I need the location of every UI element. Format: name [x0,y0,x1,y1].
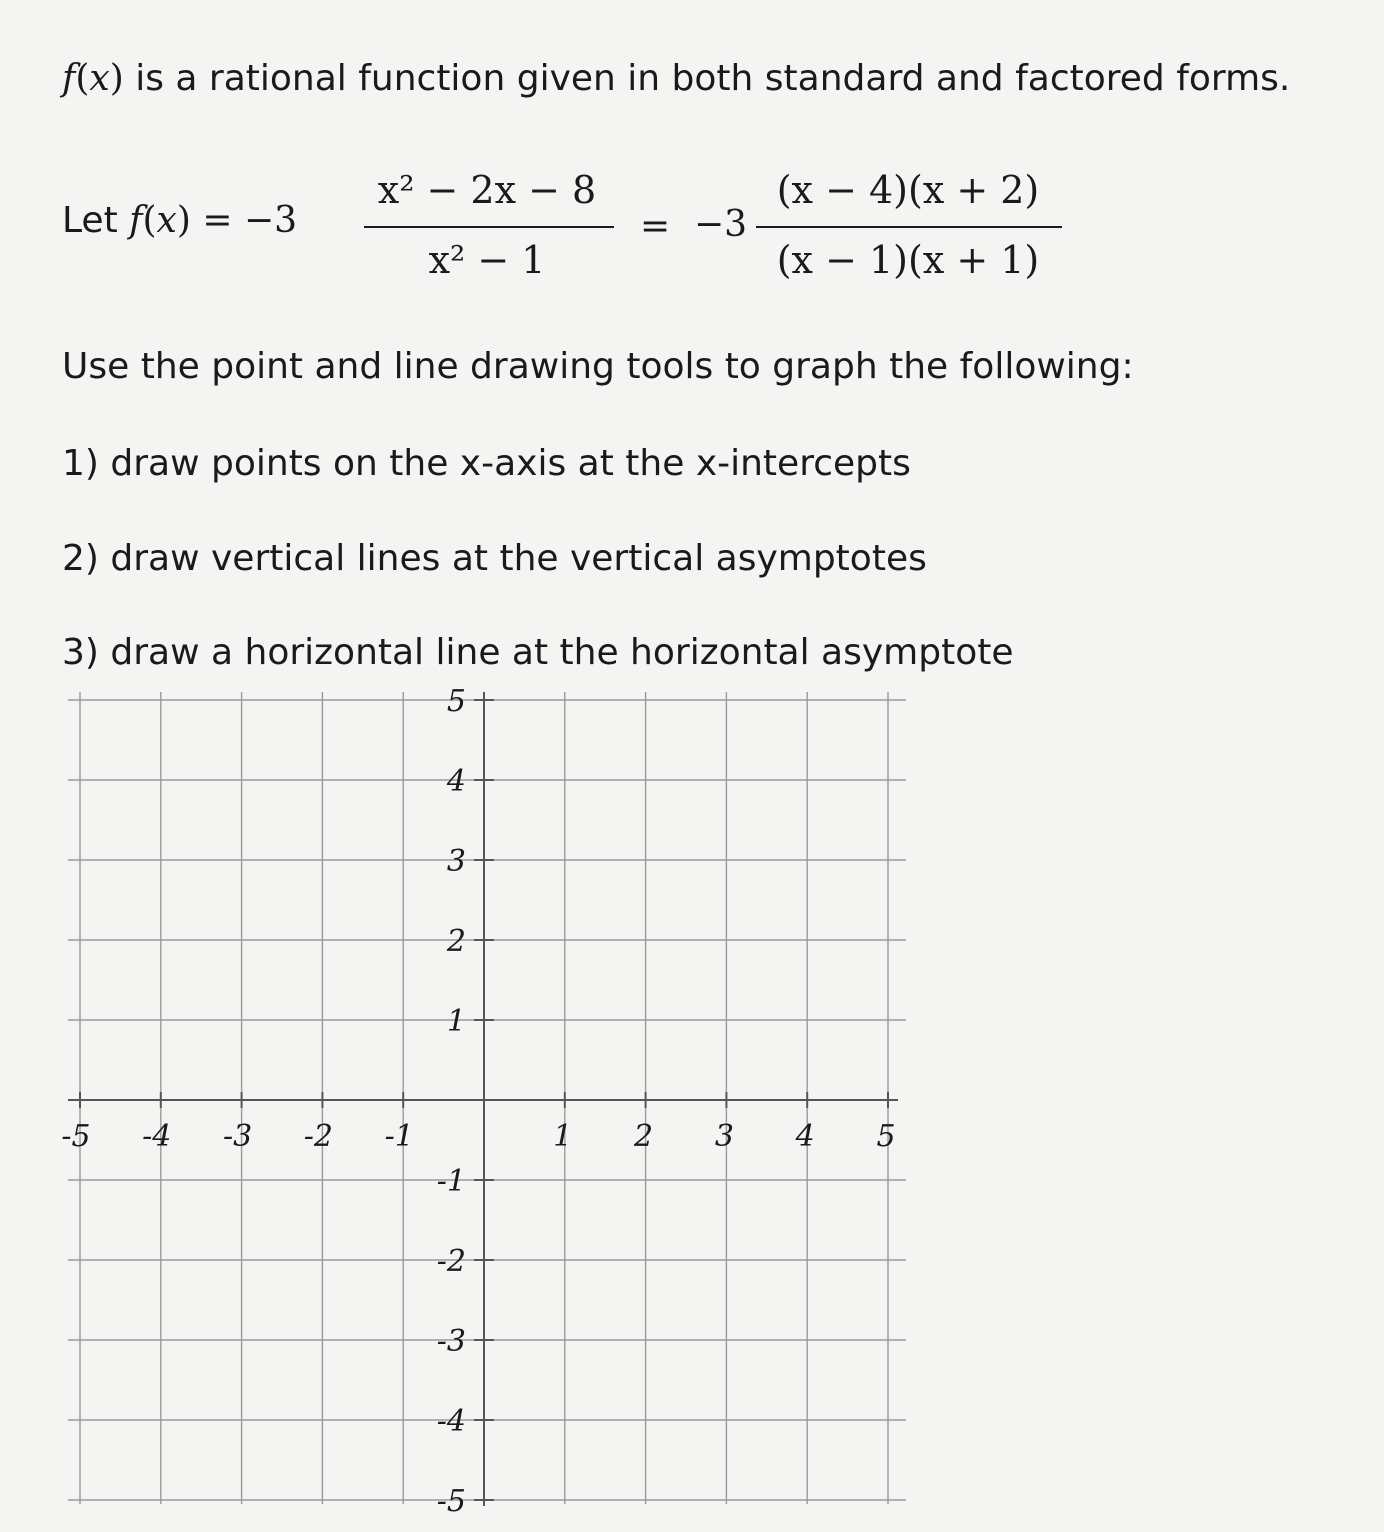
x-tick-label: 1 [553,1119,573,1154]
eq-fn-var: x [156,200,177,241]
eq-fn-name: f [129,200,143,241]
x-tick-label: -1 [384,1119,414,1154]
instruction-step-2: 2) draw vertical lines at the vertical asymptotes [62,538,927,579]
y-tick-label: 1 [446,1004,466,1039]
instructions-lead: Use the point and line drawing tools to graph the following: [62,346,1134,387]
equation-lhs: Let f(x) = −3 [62,200,298,241]
standard-numerator: x² − 2x − 8 [377,168,597,212]
y-tick-label: 4 [446,764,466,799]
intro-text: is a rational function given in both standard and factored forms. [135,58,1291,99]
instruction-step-1: 1) draw points on the x-axis at the x-intercepts [62,443,911,484]
x-tick-label: 5 [876,1119,896,1154]
x-tick-label: 3 [714,1119,734,1154]
standard-denominator: x² − 1 [428,238,546,282]
y-tick-label: 3 [446,844,466,879]
x-tick-label: -4 [142,1119,172,1154]
x-tick-label: 4 [795,1119,815,1154]
let-label: Let [62,200,118,241]
instruction-step-3: 3) draw a horizontal line at the horizontal asymptote [62,632,1014,673]
intro-fn-var: x [89,58,110,99]
y-tick-label: -4 [436,1404,466,1439]
eq-equals-2: = [640,206,671,247]
eq-coefficient-2: −3 [694,204,748,245]
eq-coefficient-1: −3 [243,200,298,241]
eq-equals-1: = [202,200,233,241]
x-tick-label: -3 [222,1119,253,1154]
y-tick-label: -5 [436,1484,466,1519]
x-tick-label: -5 [61,1119,91,1154]
x-tick-label: -2 [303,1119,334,1154]
y-tick-label: 5 [446,684,466,719]
y-tick-label: -1 [436,1164,466,1199]
y-tick-label: 2 [446,924,466,959]
intro-fn-name: f [62,58,76,99]
factored-numerator: (x − 4)(x + 2) [776,168,1040,212]
x-tick-label: 2 [634,1119,654,1154]
y-tick-label: -3 [436,1324,466,1359]
factored-denominator: (x − 1)(x + 1) [776,238,1040,282]
intro-line: f(x) is a rational function given in both standard and factored forms. [62,58,1291,99]
y-tick-label: -2 [436,1244,466,1279]
